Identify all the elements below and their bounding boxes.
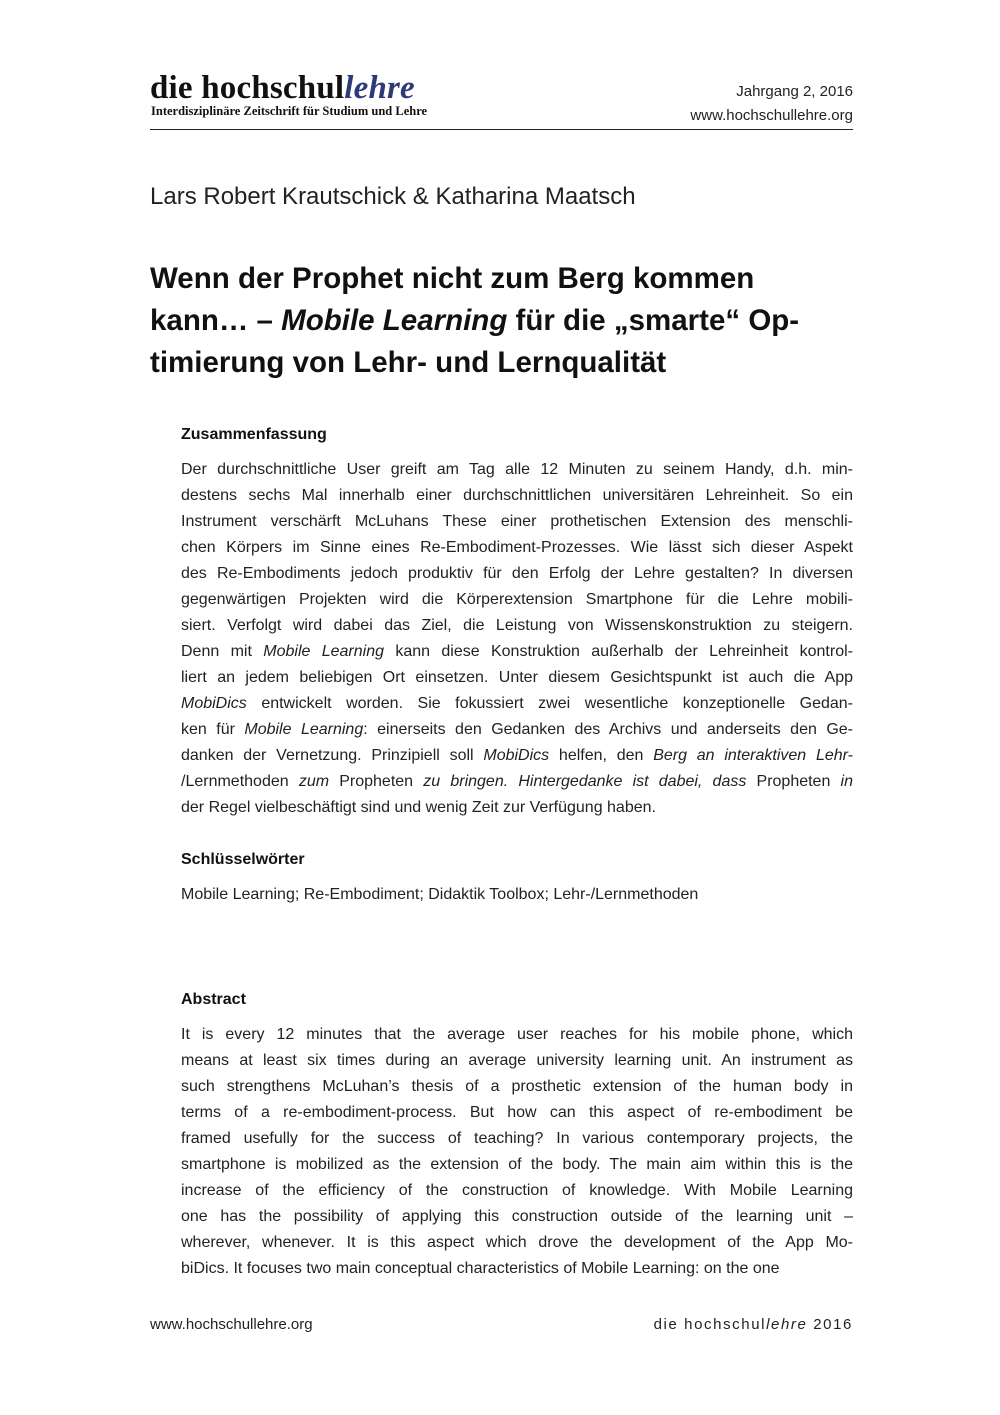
text-line: terms of a re-embodiment-process. But how can this aspect of re-embodiment be: [181, 1104, 853, 1121]
abstract-text: [181, 1022, 853, 1282]
text-line: Denn mit Mobile Learning kann diese Konstruktion außerhalb der Lehreinheit kontrol-: [181, 643, 853, 660]
keywords-text: Mobile Learning; Re-Embodiment; Didaktik Toolbox; Lehr-/Lernmethoden: [181, 886, 699, 903]
text-line: chen Körpers im Sinne eines Re-Embodiment-Prozesses. Wie lässt sich dieser Aspekt: [181, 539, 853, 556]
text-line: such strengthens McLuhan’s thesis of a prosthetic extension of the human body in: [181, 1078, 853, 1095]
text-line: /Lernmethoden zum Propheten zu bringen. Hintergedanke ist dabei, dass Propheten in: [181, 773, 853, 790]
article-title: [150, 258, 850, 384]
title-line-3: timierung von Lehr- und Lernqualität: [150, 346, 667, 379]
journal-meta: [690, 80, 853, 128]
text-line: means at least six times during an average university learning unit. An instrument as: [181, 1052, 853, 1069]
text-line: liert an jedem beliebigen Ort einsetzen. Unter diesem Gesichtspunkt ist auch die App: [181, 669, 853, 686]
abstract-heading: Abstract: [181, 991, 246, 1008]
footer-url: www.hochschullehre.org: [150, 1316, 313, 1333]
text-line: wherever, whenever. It is this aspect which drove the development of the App Mo-: [181, 1234, 853, 1251]
journal-logo: [150, 70, 415, 106]
text-line: der Regel vielbeschäftigt sind und wenig Zeit zur Verfügung haben.: [181, 799, 656, 816]
header-rule: [150, 129, 853, 130]
abstract-section: [181, 988, 853, 1282]
footer-journal: [654, 1314, 853, 1336]
authors: Lars Robert Krautschick & Katharina Maatsch: [150, 183, 636, 210]
zusammenfassung-section: [181, 423, 853, 821]
logo-suffix: lehre: [344, 70, 415, 106]
footer-year: 2016: [807, 1316, 853, 1333]
text-line: des Re-Embodiments jedoch produktiv für den Erfolg der Lehre gestalten? In diversen: [181, 565, 853, 582]
text-line: gegenwärtigen Projekten wird die Körperextension Smartphone für die Lehre mobili-: [181, 591, 853, 608]
zusammenfassung-text: [181, 457, 853, 821]
text-line: Instrument verschärft McLuhans These einer prothetischen Extension des menschli-: [181, 513, 853, 530]
text-line: smartphone is mobilized as the extension of the body. The main aim within this is the: [181, 1156, 853, 1173]
volume-label: Jahrgang 2, 2016: [736, 83, 853, 100]
text-line: MobiDics entwickelt worden. Sie fokussiert zwei wesentliche konzeptionelle Gedan-: [181, 695, 853, 712]
logo-subtitle: Interdisziplinäre Zeitschrift für Studium und Lehre: [151, 104, 428, 118]
logo-prefix: die hochschul: [150, 70, 345, 106]
journal-url: www.hochschullehre.org: [690, 107, 853, 124]
text-line: It is every 12 minutes that the average user reaches for his mobile phone, which: [181, 1026, 853, 1043]
zusammenfassung-heading: Zusammenfassung: [181, 426, 327, 443]
text-line: destens sechs Mal innerhalb einer durchschnittlichen universitären Lehreinheit. So ein: [181, 487, 853, 504]
title-line-2-start: kann… –: [150, 304, 282, 337]
text-line: siert. Verfolgt wird dabei das Ziel, die Leistung von Wissenskonstruktion zu steigern.: [181, 617, 853, 634]
text-line: ken für Mobile Learning: einerseits den Gedanken des Archivs und anderseits den Ge-: [181, 721, 853, 738]
keywords-section: [181, 848, 853, 908]
text-line: biDics. It focuses two main conceptual characteristics of Mobile Learning: on the one: [181, 1260, 780, 1277]
text-line: Der durchschnittliche User greift am Tag alle 12 Minuten zu seinem Handy, d.h. min-: [181, 461, 853, 478]
footer-journal-prefix: die hochschul: [653, 1316, 767, 1333]
text-line: danken der Vernetzung. Prinzipiell soll MobiDics helfen, den Berg an interaktiven Lehr-: [181, 747, 854, 764]
footer-journal-italic: lehre: [766, 1316, 808, 1333]
keywords-heading: Schlüsselwörter: [181, 851, 305, 868]
title-line-2: [150, 300, 850, 342]
text-line: increase of the efficiency of the construction of knowledge. With Mobile Learning: [181, 1182, 853, 1199]
journal-header: [150, 68, 853, 130]
title-line-2-end: für die „smarte“ Op-: [507, 304, 800, 337]
text-line: one has the possibility of applying this construction outside of the learning unit –: [181, 1208, 853, 1225]
title-line-1: Wenn der Prophet nicht zum Berg kommen: [150, 262, 755, 295]
title-line-2-italic: Mobile Learning: [281, 304, 508, 337]
text-line: framed usefully for the success of teaching? In various contemporary projects, the: [181, 1130, 853, 1147]
